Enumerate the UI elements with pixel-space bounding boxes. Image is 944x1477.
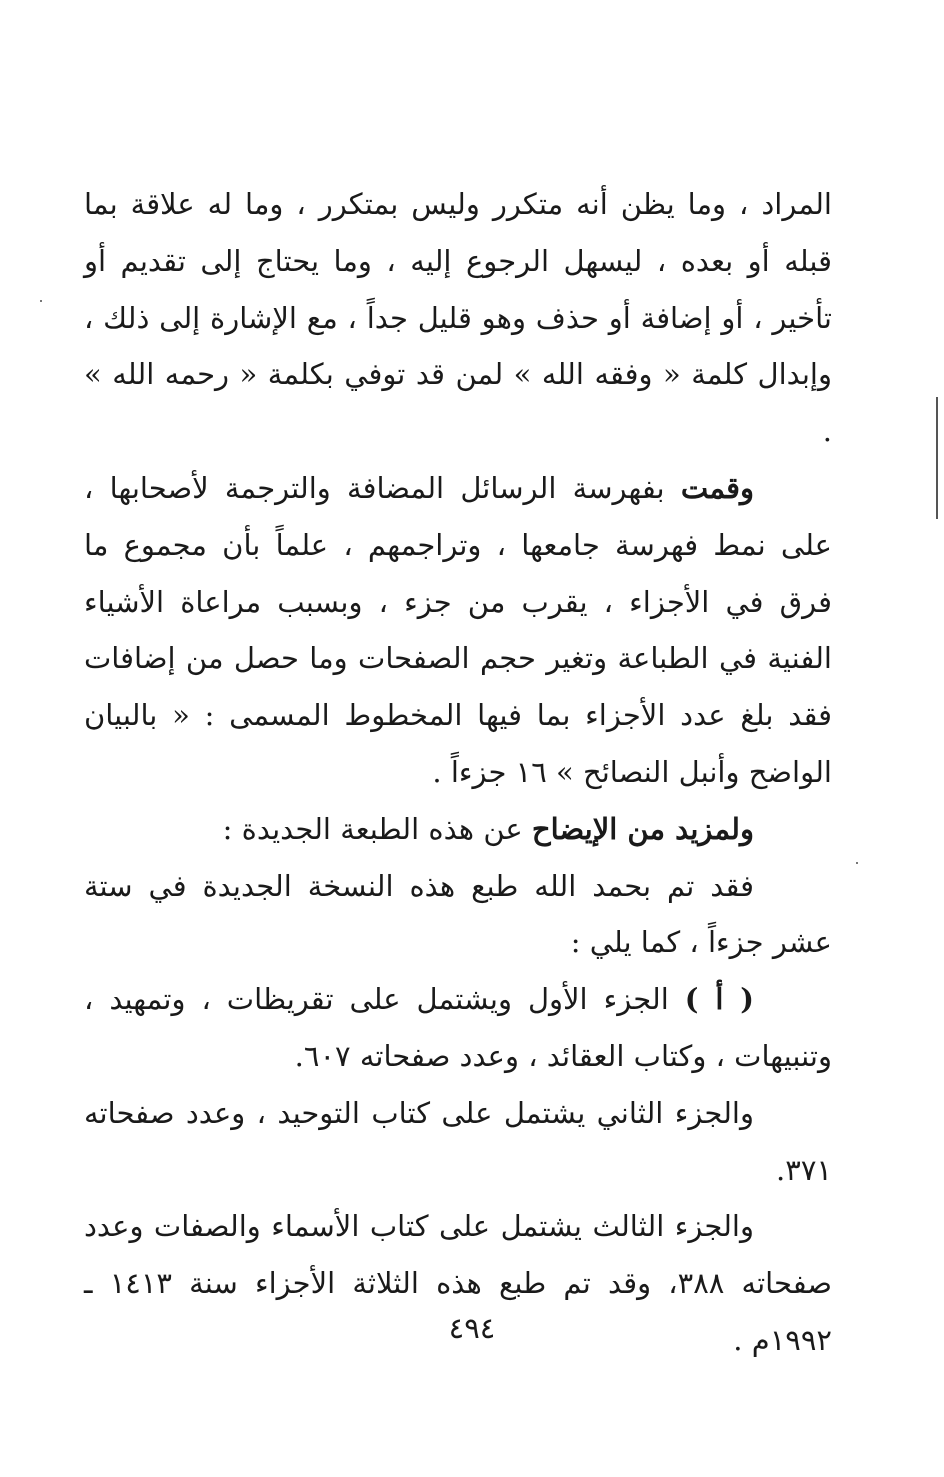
paragraph-text: الجزء الأول ويشتمل على تقريظات ، وتمهيد ، وتنبيهات ، وكتاب العقائد ، وعدد صفحاته ٦٠٧. (84, 982, 832, 1073)
paragraph-lead: وقمت (680, 470, 754, 505)
paragraph-3 (84, 801, 832, 858)
paragraph-6 (84, 1085, 832, 1199)
scan-speck (40, 300, 42, 302)
scan-speck (856, 862, 858, 864)
paragraph-4 (84, 858, 832, 972)
paragraph-text: فقد تم بحمد الله طبع هذه النسخة الجديدة في ستة عشر جزءاً ، كما يلي : (84, 868, 832, 960)
paragraph-text: والجزء الثاني يشتمل على كتاب التوحيد ، وعدد صفحاته ٣٧١. (84, 1095, 832, 1187)
paragraph-5 (84, 971, 832, 1085)
paragraph-2 (84, 460, 832, 801)
scan-margin-line (936, 397, 938, 519)
paragraph-lead: ولمزيد من الإيضاح (531, 811, 754, 846)
page-number: ٤٩٤ (448, 1311, 496, 1345)
paragraph-text: والجزء الثالث يشتمل على كتاب الأسماء والصفات وعدد صفحاته ٣٨٨، وقد تم طبع هذه الثلاثة الأجزاء سنة ١٤١٣ ـ ١٩٩٢م . (84, 1209, 833, 1357)
paragraph-1 (84, 176, 832, 460)
paragraph-text: بفهرسة الرسائل المضافة والترجمة لأصحابها ، على نمط فهرسة جامعها ، وتراجمهم ، علماً بأن مجموع ما فرق في الأجزاء ، يقرب من جزء ، وبسبب مراعاة الأشياء الفنية في الطباعة وتغير حجم الصفحات وما حصل من إضافات فقد بلغ عدد الأجزاء بما فيها المخطوط المسمى : « بالبيان الواضح وأنبل النصائح » ١٦ جزءاً . (84, 470, 832, 789)
body-text (84, 176, 832, 1369)
paragraph-text: المراد ، وما يظن أنه متكرر وليس بمتكرر ، وما له علاقة بما قبله أو بعده ، ليسهل الرجوع إليه ، وما يحتاج إلى تقديم أو تأخير ، أو إضافة أو حذف وهو قليل جداً ، مع الإشارة إلى ذلك ، وإبدال كلمة « وفقه الله » لمن قد توفي بكلمة « رحمه الله » . (84, 187, 832, 449)
paragraph-lead: ( أ ) (684, 982, 754, 1017)
paragraph-text: عن هذه الطبعة الجديدة : (222, 811, 532, 846)
